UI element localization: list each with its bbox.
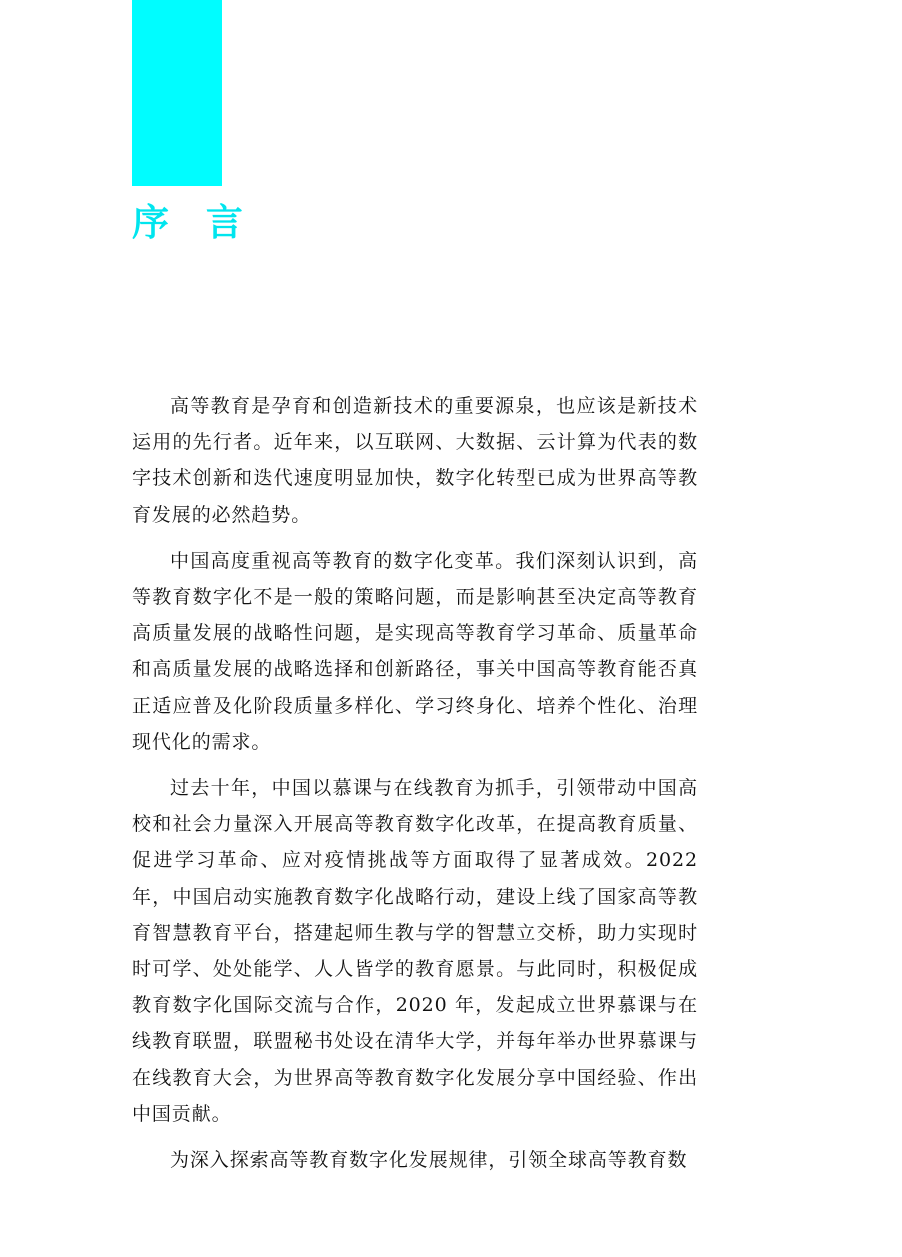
page-title: 序 言 — [132, 200, 255, 244]
preface-body — [132, 388, 698, 1188]
paragraph-4: 为深入探索高等教育数字化发展规律，引领全球高等教育数 — [170, 1149, 688, 1172]
paragraph-1: 高等教育是孕育和创造新技术的重要源泉，也应该是新技术运用的先行者。近年来，以互联网、大数据、云计算为代表的数字技术创新和迭代速度明显加快，数字化转型已成为世界高等教育发展的必然趋势。 — [132, 395, 698, 526]
paragraph-2: 中国高度重视高等教育的数字化变革。我们深刻认识到，高等教育数字化不是一般的策略问题，而是影响甚至决定高等教育高质量发展的战略性问题，是实现高等教育学习革命、质量革命和高质量发展的战略选择和创新路径，事关中国高等教育能否真正适应普及化阶段质量多样化、学习终身化、培养个性化、治理现代化的需求。 — [132, 549, 698, 753]
accent-bar — [132, 0, 222, 186]
paragraph-3: 过去十年，中国以慕课与在线教育为抓手，引领带动中国高校和社会力量深入开展高等教育数字化改革，在提高教育质量、促进学习革命、应对疫情挑战等方面取得了显著成效。2022 年，中国启动实施教育数字化战略行动，建设上线了国家高等教育智慧教育平台，搭建起师生教与学的智慧立交桥，助力实现时时可学、处处能学、人人皆学的教育愿景。与此同时，积极促成教育数字化国际交流与合作，2020 年，发起成立世界慕课与在线教育联盟，联盟秘书处设在清华大学，并每年举办世界慕课与在线教育大会，为世界高等教育数字化发展分享中国经验、作出中国贡献。 — [132, 777, 698, 1125]
